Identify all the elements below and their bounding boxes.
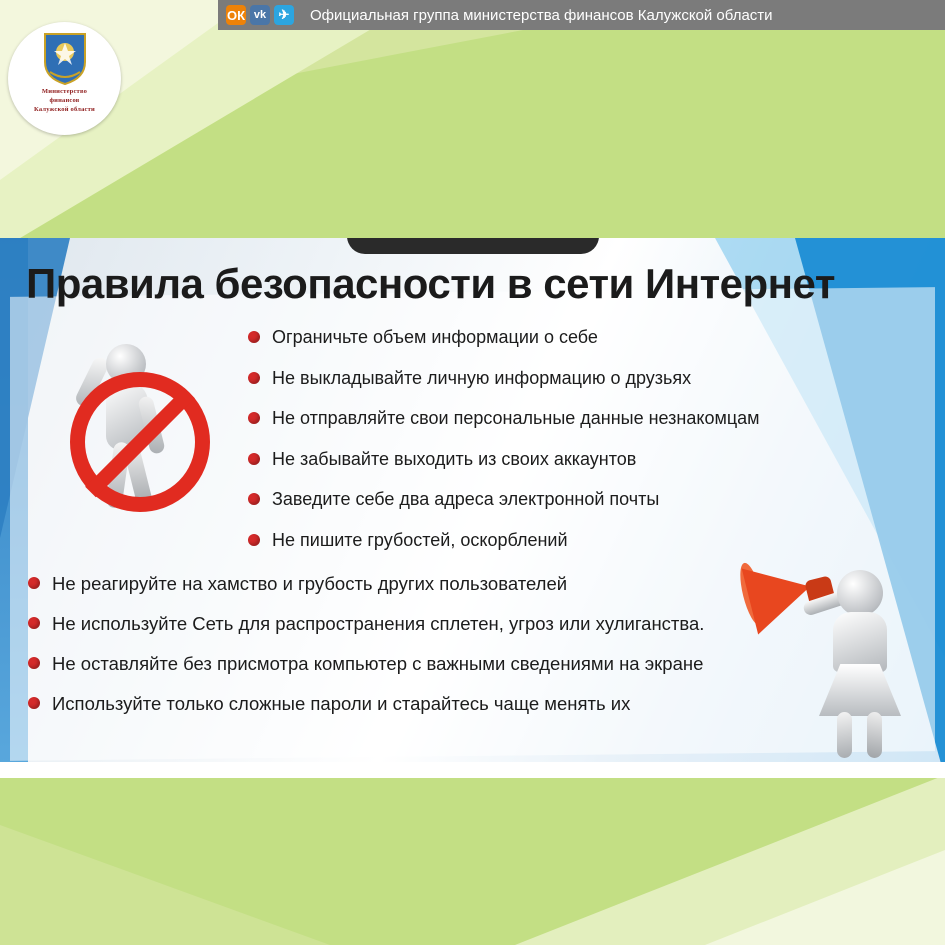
- coat-of-arms-icon: [42, 32, 88, 86]
- background-triangle-lower-right-light: [705, 850, 945, 945]
- list-item-label: Не пишите грубостей, оскорблений: [272, 529, 568, 550]
- list-item: [28, 692, 818, 715]
- list-item-label: Заведите себе два адреса электронной почты: [272, 489, 660, 509]
- channel-title: Официальная группа министерства финансов Калужской области: [310, 6, 773, 24]
- bullet-dot-icon: [248, 331, 260, 343]
- bullet-dot-icon: [28, 577, 40, 589]
- megaphone-figure-head: [837, 570, 883, 616]
- rules-list-bottom: [28, 572, 818, 733]
- list-item-label: Не оставляйте без присмотра компьютер с важными сведениями на экране: [52, 653, 704, 675]
- emblem-caption: [34, 88, 95, 114]
- list-item: [248, 326, 868, 349]
- background-triangle-lower-left: [0, 825, 330, 945]
- megaphone-figure-leg-left: [837, 712, 852, 758]
- list-item: [248, 367, 868, 390]
- prohibition-figure-illustration: [62, 330, 242, 520]
- list-item-label: Не реагируйте на хамство и грубость других пользователей: [52, 573, 568, 594]
- telegram-icon[interactable]: ✈: [274, 5, 294, 25]
- megaphone-figure-torso: [833, 612, 887, 672]
- rules-list-top: [248, 326, 868, 569]
- list-item: [248, 488, 868, 511]
- list-item-label: Ограничьте объем информации о себе: [272, 327, 598, 347]
- list-item: [28, 612, 818, 635]
- megaphone-figure-skirt: [819, 664, 901, 716]
- device-notch-shape: [347, 238, 599, 254]
- bullet-dot-icon: [248, 412, 260, 424]
- poster-bottom-band: [0, 762, 945, 778]
- odnoklassniki-icon[interactable]: ОК: [226, 5, 246, 25]
- list-item-label: Используйте только сложные пароли и старайтесь чаще менять их: [52, 693, 631, 715]
- bullet-dot-icon: [28, 697, 40, 709]
- bullet-dot-icon: [28, 657, 40, 669]
- list-item-label: Не выкладывайте личную информацию о друзьях: [272, 367, 692, 388]
- list-item-label: Не отправляйте свои персональные данные незнакомцам: [272, 408, 760, 428]
- list-item: [248, 407, 868, 430]
- list-item-label: Не используйте Сеть для распространения сплетен, угроз или хулиганства.: [52, 613, 705, 635]
- channel-header-bar: [218, 0, 945, 30]
- vk-icon[interactable]: vk: [250, 5, 270, 25]
- ministry-emblem: [8, 22, 121, 135]
- bullet-dot-icon: [248, 453, 260, 465]
- emblem-caption-line-1: Министерство: [41, 88, 88, 95]
- poster-image: [0, 238, 945, 778]
- list-item: [248, 448, 868, 471]
- poster-title: Правила безопасности в сети Интернет: [26, 260, 835, 307]
- megaphone-figure-leg-right: [867, 712, 882, 758]
- list-item: [248, 529, 868, 552]
- bullet-dot-icon: [248, 493, 260, 505]
- emblem-caption-line-3: Калужской области: [34, 105, 95, 113]
- list-item: [28, 652, 818, 675]
- bullet-dot-icon: [28, 617, 40, 629]
- bullet-dot-icon: [248, 372, 260, 384]
- bullet-dot-icon: [248, 534, 260, 546]
- list-item: [28, 572, 818, 595]
- list-item-label: Не забывайте выходить из своих аккаунтов: [272, 448, 637, 469]
- emblem-caption-line-2: финансов: [49, 96, 80, 104]
